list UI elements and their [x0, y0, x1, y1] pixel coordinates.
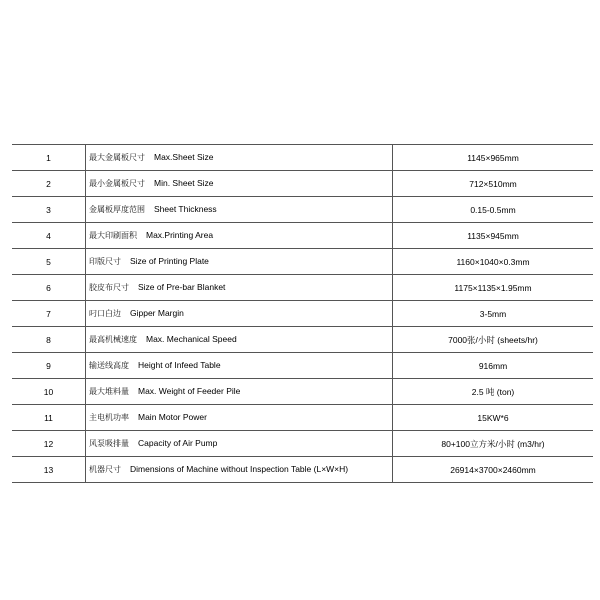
spec-row [12, 327, 593, 353]
spec-value: 2.5 吨 (ton) [393, 379, 594, 405]
spec-item-cell [86, 223, 393, 249]
spec-row [12, 223, 593, 249]
spec-row [12, 353, 593, 379]
spec-value: 1160×1040×0.3mm [393, 249, 594, 275]
spec-row [12, 197, 593, 223]
item-name-chinese: 最大堆料量 [89, 387, 129, 396]
spec-row [12, 405, 593, 431]
item-name-english: Sheet Thickness [154, 204, 217, 214]
item-name-chinese: 胶皮布尺寸 [89, 283, 129, 292]
item-name-chinese: 机器尺寸 [89, 465, 121, 474]
spec-table [12, 144, 593, 483]
spec-value: 7000张/小时 (sheets/hr) [393, 327, 594, 353]
item-name-chinese: 最大印刷面积 [89, 231, 137, 240]
spec-item-cell [86, 145, 393, 171]
item-name-english: Size of Pre-bar Blanket [138, 282, 226, 292]
row-number: 13 [12, 457, 86, 483]
row-number: 7 [12, 301, 86, 327]
item-name-chinese: 金属板厚度范围 [89, 205, 145, 214]
row-number: 10 [12, 379, 86, 405]
item-name-english: Max.Printing Area [146, 230, 214, 240]
item-name-english: Dimensions of Machine without Inspection Table (L×W×H) [130, 464, 349, 474]
spec-item-cell [86, 171, 393, 197]
spec-row [12, 249, 593, 275]
item-name-chinese: 最高机械速度 [89, 335, 137, 344]
spec-item-cell [86, 431, 393, 457]
spec-item-cell [86, 457, 393, 483]
row-number: 12 [12, 431, 86, 457]
spec-item-cell [86, 275, 393, 301]
spec-value: 80+100立方米/小时 (m3/hr) [393, 431, 594, 457]
spec-row [12, 379, 593, 405]
row-number: 8 [12, 327, 86, 353]
spec-item-cell [86, 379, 393, 405]
row-number: 6 [12, 275, 86, 301]
item-name-chinese: 主电机功率 [89, 413, 129, 422]
spec-row [12, 171, 593, 197]
spec-row [12, 145, 593, 171]
spec-value: 1135×945mm [393, 223, 594, 249]
item-name-chinese: 风泵吸排量 [89, 439, 129, 448]
item-name-english: Gipper Margin [130, 308, 184, 318]
spec-item-cell [86, 327, 393, 353]
item-name-chinese: 最小金属板尺寸 [89, 179, 145, 188]
item-name-english: Max. Mechanical Speed [146, 334, 237, 344]
spec-table-body [12, 145, 593, 483]
row-number: 1 [12, 145, 86, 171]
row-number: 2 [12, 171, 86, 197]
item-name-english: Capacity of Air Pump [138, 438, 218, 448]
spec-value: 916mm [393, 353, 594, 379]
spec-value: 26914×3700×2460mm [393, 457, 594, 483]
spec-row [12, 275, 593, 301]
spec-item-cell [86, 405, 393, 431]
spec-item-cell [86, 353, 393, 379]
item-name-english: Main Motor Power [138, 412, 207, 422]
spec-value: 712×510mm [393, 171, 594, 197]
item-name-english: Height of Infeed Table [138, 360, 221, 370]
row-number: 9 [12, 353, 86, 379]
spec-item-cell [86, 197, 393, 223]
item-name-chinese: 最大金属板尺寸 [89, 153, 145, 162]
item-name-chinese: 叼口白边 [89, 309, 121, 318]
row-number: 5 [12, 249, 86, 275]
item-name-chinese: 印版尺寸 [89, 257, 121, 266]
row-number: 11 [12, 405, 86, 431]
spec-value: 1175×1135×1.95mm [393, 275, 594, 301]
item-name-chinese: 输送线高度 [89, 361, 129, 370]
spec-value: 1145×965mm [393, 145, 594, 171]
spec-item-cell [86, 301, 393, 327]
item-name-english: Max. Weight of Feeder Pile [138, 386, 241, 396]
spec-value: 0.15-0.5mm [393, 197, 594, 223]
row-number: 3 [12, 197, 86, 223]
spec-value: 15KW*6 [393, 405, 594, 431]
spec-row [12, 301, 593, 327]
row-number: 4 [12, 223, 86, 249]
spec-value: 3-5mm [393, 301, 594, 327]
spec-row [12, 431, 593, 457]
item-name-english: Size of Printing Plate [130, 256, 209, 266]
item-name-english: Max.Sheet Size [154, 152, 214, 162]
spec-row [12, 457, 593, 483]
spec-item-cell [86, 249, 393, 275]
item-name-english: Min. Sheet Size [154, 178, 214, 188]
